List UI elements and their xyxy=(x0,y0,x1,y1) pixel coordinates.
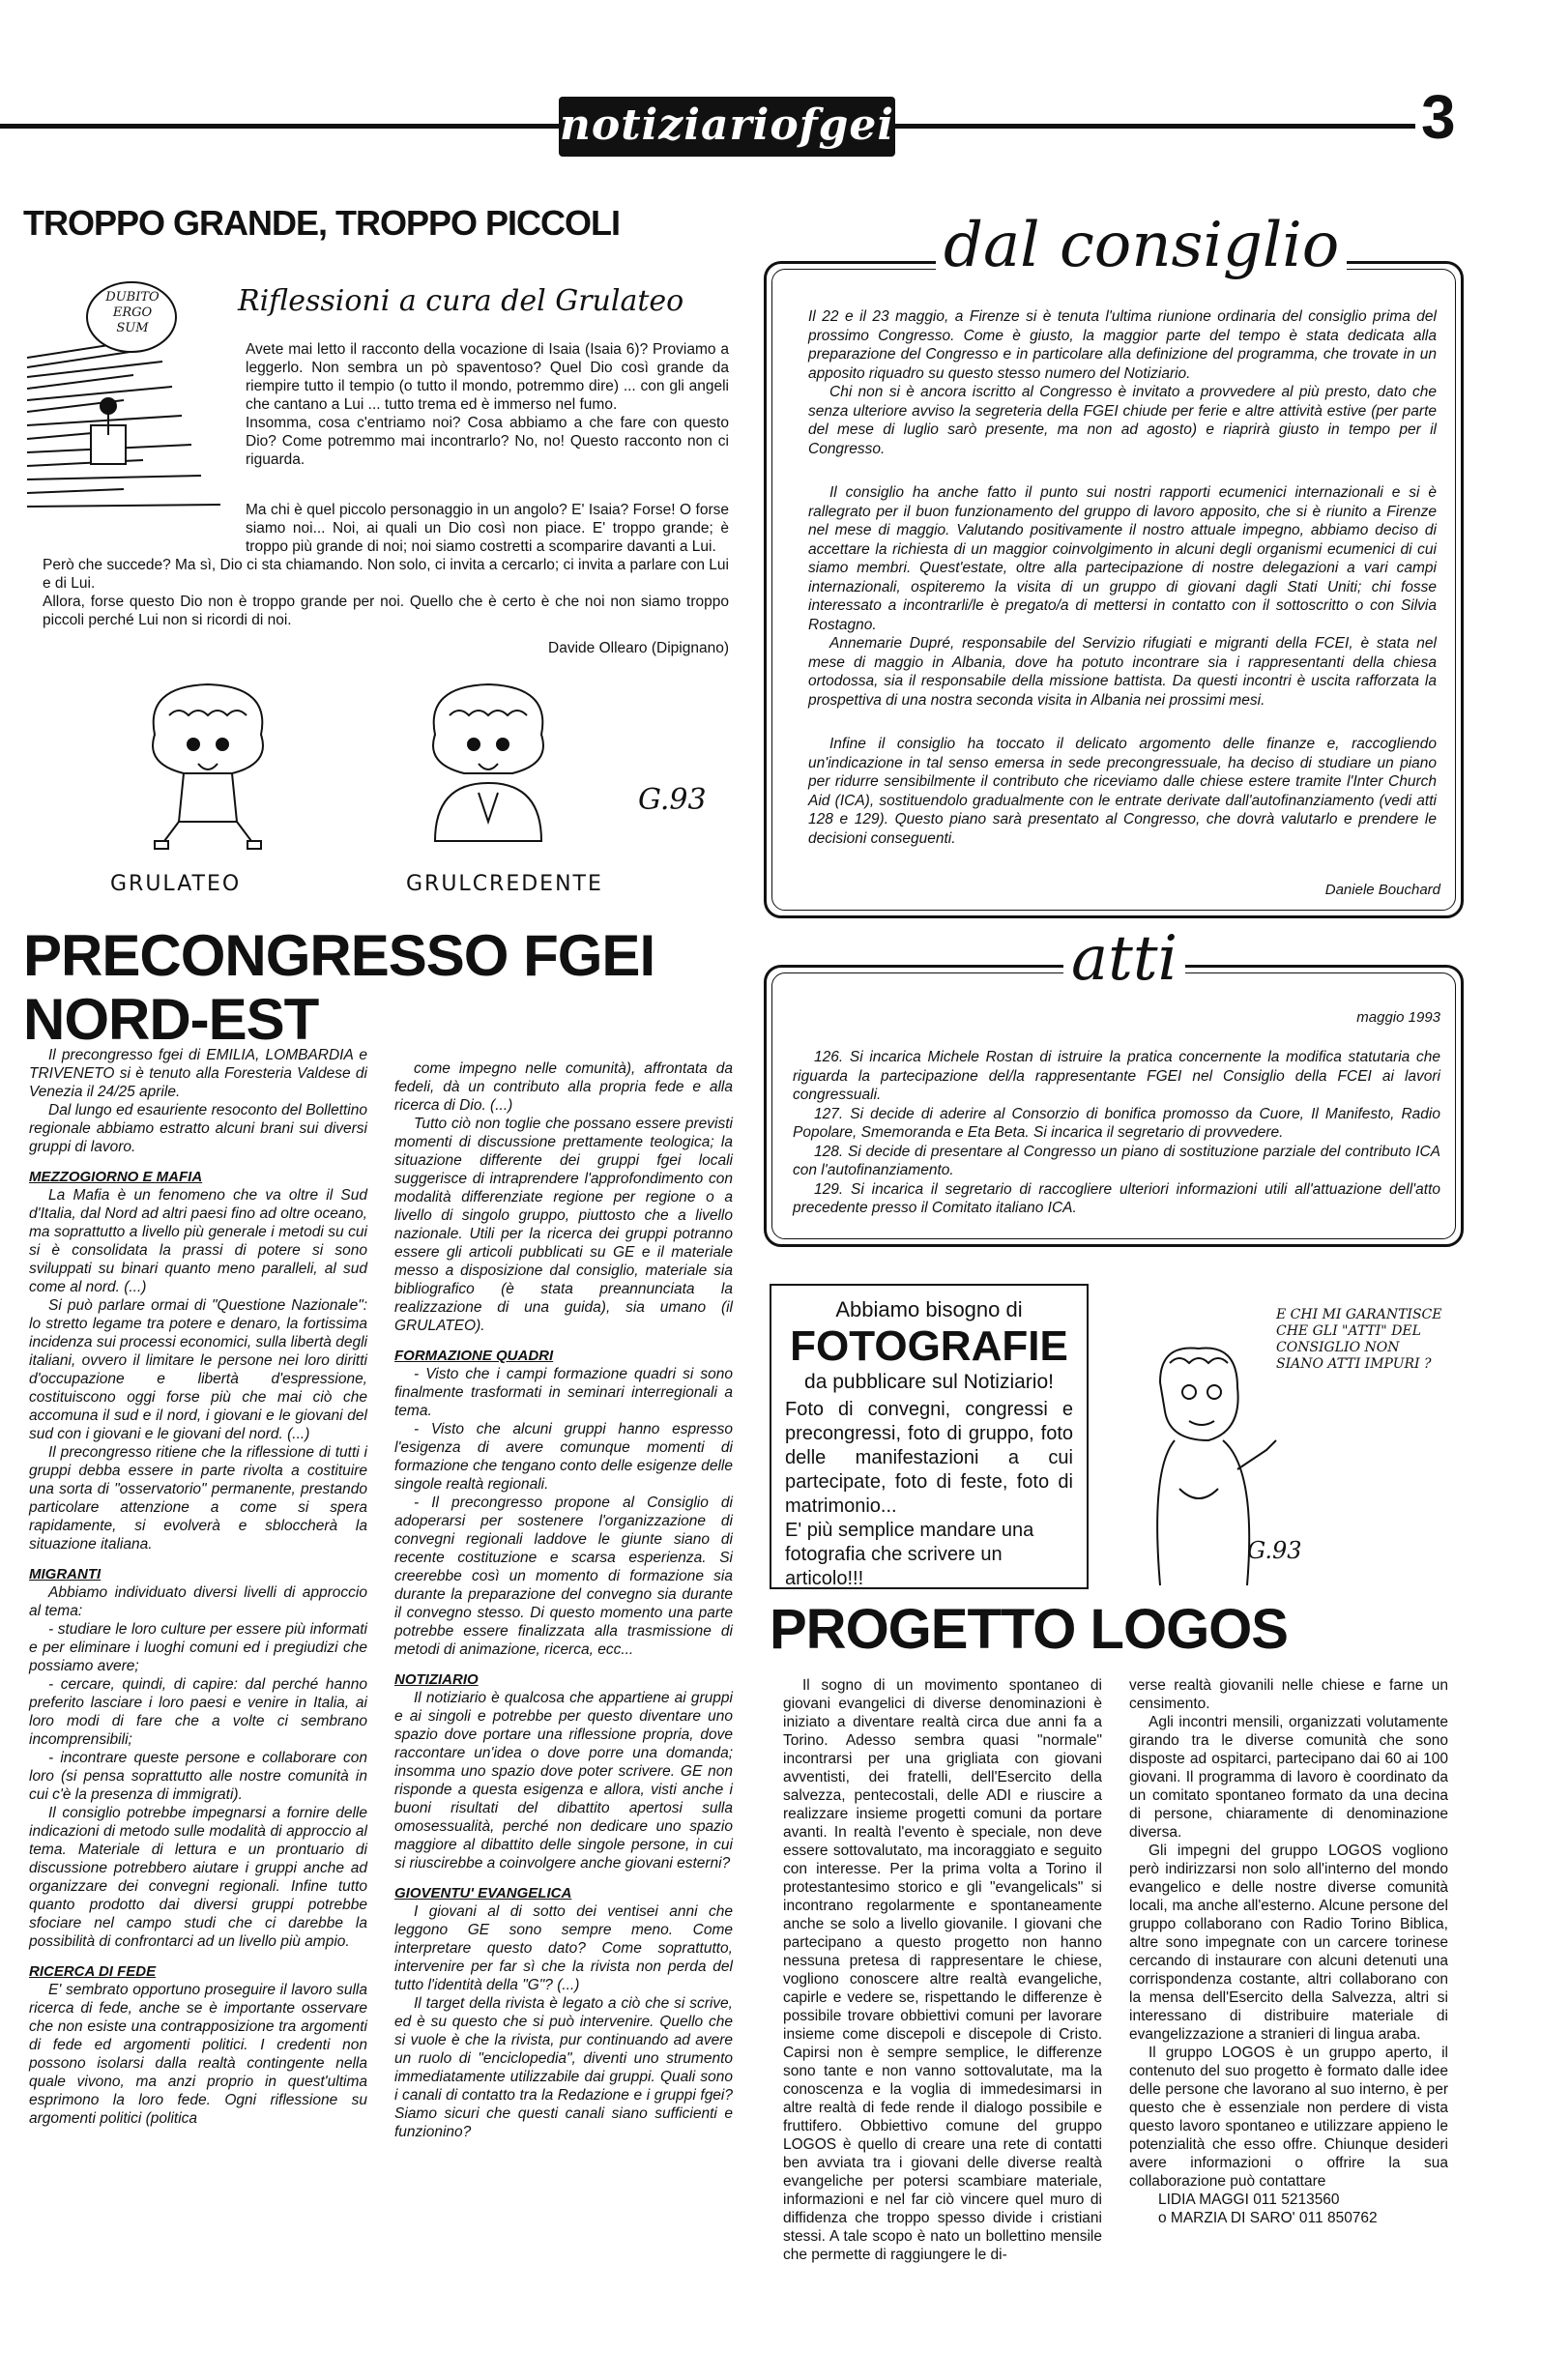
consiglio-paragraph: Il 22 e il 23 maggio, a Firenze si è tenuta l'ultima riunione ordinaria del consiglio prima del prossimo Congresso. Come è giusto, la maggior parte del tempo è stata dedicata alla preparazione del Congresso e in particolare alla definizione del programma, che trovate in un apposito riquadro su questo stesso numero del Notiziario. xyxy=(808,308,1437,382)
grulcredente-label: GRULCREDENTE xyxy=(406,872,603,896)
consiglio-title: dal consiglio xyxy=(936,215,1347,276)
precongresso-title-line2: NORD-EST xyxy=(23,987,319,1052)
section-heading: MIGRANTI xyxy=(29,1566,102,1582)
precongresso-paragraph: - Visto che alcuni gruppi hanno espresso l'esigenza di avere comunque momenti di formazione che tengano conto delle esigenze delle singole realtà regionali. xyxy=(394,1421,733,1493)
foto-line2: FOTOGRAFIE xyxy=(790,1322,1068,1370)
logos-paragraph: Agli incontri mensili, organizzati volutamente girando tra le diverse comunità che sono disposte ad ospitarci, partecipano dai 60 ai 100 giovani. Il programma di lavoro è coordinato da un comitato spontaneo formato da una decina di persone, chiaramente di denominazione diversa. xyxy=(1129,1714,1448,1841)
section-heading: NOTIZIARIO xyxy=(394,1671,479,1688)
precongresso-paragraph: Dal lungo ed esauriente resoconto del Bollettino regionale abbiamo estratto alcuni brani sui diversi gruppi di lavoro. xyxy=(29,1102,367,1155)
troppo-subtitle: Riflessioni a cura del Grulateo xyxy=(238,284,684,318)
precongresso-paragraph: come impegno nelle comunità), affrontata da fedeli, dà un contributo alla propria fede e alla ricerca di Dio. (...) xyxy=(394,1060,733,1114)
grulateo-label: GRULATEO xyxy=(110,872,242,896)
troppo-text-top xyxy=(246,340,729,469)
precongresso-paragraph: Il consiglio potrebbe impegnarsi a fornire delle indicazioni di metodo sulle modalità di approccio al tema. Materiale di lettura e un prontuario di discussione potrebbero aiutare i gruppi anche ad organizzare dei convegni regionali. Infine tutto quanto prodotto dai diversi gruppi potrebbe sfociare nel campo studi che ci darebbe la possibilità di confrontarci ad un livello più ampio. xyxy=(29,1805,367,1950)
logos-contact: o MARZIA DI SARO' 011 850762 xyxy=(1158,2210,1378,2226)
foto-line3: da pubblicare sul Notiziario! xyxy=(804,1371,1054,1393)
consiglio-paragraph: Chi non si è ancora iscritto al Congresso è invitato a provvedere al più presto, dato che senza ulteriore avviso la segreteria della FGEI chiude per ferie e altre attività estive (per parte del mese di luglio sarò presente, ma non ad agosto) e riaprirà giusto in tempo per il Congresso. xyxy=(808,384,1437,457)
atti-item: 126. Si incarica Michele Rostan di istruire la pratica concernente la modifica statutaria che riguarda la partecipazione del/la rappresentante FGEI nel Consiglio della FCEI ai lavori congressuali. xyxy=(793,1049,1440,1103)
masthead-title: notiziariofgei xyxy=(559,97,895,157)
precongresso-column-2 xyxy=(394,1059,733,2141)
cartoon-signature: G.93 xyxy=(638,783,707,817)
precongresso-paragraph: Abbiamo individuato diversi livelli di approccio al tema: xyxy=(29,1584,367,1619)
troppo-paragraph: Allora, forse questo Dio non è troppo grande per noi. Quello che è certo è che noi non siamo troppo piccoli perché Lui non si ricordi di noi. xyxy=(43,594,729,628)
logos-title: PROGETTO LOGOS xyxy=(770,1598,1288,1661)
precongresso-title-line1: PRECONGRESSO FGEI xyxy=(23,923,655,988)
atti-item: 129. Si incarica il segretario di raccogliere ulteriori informazioni utili all'attuazione dell'atto precedente presso il Comitato italiano ICA. xyxy=(793,1180,1440,1216)
precongresso-paragraph: - studiare le loro culture per essere più informati e per eliminare i luoghi comuni ed i pregiudizi che possiamo avere; xyxy=(29,1621,367,1674)
precongresso-paragraph: La Mafia è un fenomeno che va oltre il Sud d'Italia, dal Nord ad altri paesi fino ad oltre oceano, ma soprattutto a livello più generale i metodi su cui si è consolidata la prassi di potere si sono sviluppati su binari quanto meno paralleli, al sud come al nord. (...) xyxy=(29,1187,367,1295)
precongresso-paragraph: Il precongresso ritiene che la riflessione di tutti i gruppi debba essere in parte rivolta a costituire una sorta di "osservatorio" permanente, prestando particolare attenzione a come si spera rapidamente, si evolverà e sbloccherà la situazione italiana. xyxy=(29,1444,367,1553)
troppo-paragraph: Avete mai letto il racconto della vocazione di Isaia (Isaia 6)? Proviamo a leggerlo. Non sembra un pò spaventoso? Quel Dio così grande da riempire tutto il tempio (o tutto il mondo, potremmo dire) ... con gli angeli che cantano a Lui ... tutto trema ed è immerso nel fumo. xyxy=(246,341,729,413)
section-heading: GIOVENTU' EVANGELICA xyxy=(394,1885,572,1901)
precongresso-paragraph: Si può parlare ormai di "Questione Nazionale": lo stretto legame tra potere e denaro, la fortissima incidenza sui processi economici, sulla libertà degli italiani, ovvero il limitare le persone nei loro diritti d'occupazione e libertà d'espressione, costituiscono oggi forse più che mai ciò che accomuna il sud e il nord, i giovani e le giovani del sud con i giovani e le giovani del nord. (...) xyxy=(29,1297,367,1442)
precongresso-paragraph: Tutto ciò non toglie che possano essere previsti momenti di discussione prettamente teologica; la situazione differente dei gruppi fgei locali suggerisce di intraprendere l'approfondimento con modalità differenziate regione per regione o a livello di singolo gruppo, piuttosto che a livello nazionale. Utili per la ricerca dei gruppi potranno essere gli articoli pubblicati su GE e il materiale messo a disposizione dal consiglio, materiale sia bibliografico (è stata preannunciata la realizzazione di una guida), sia umano (il GRULATEO). xyxy=(394,1116,733,1334)
logos-paragraph: Gli impegni del gruppo LOGOS vogliono però indirizzarsi non solo all'interno del mondo evangelico e delle nostre diverse comunità locali, ma anche all'esterno. Alcune persone del gruppo collaborano con Radio Torino Biblica, altre sono impegnate con un carcere torinese cercando di instaurare con alcuni detenuti una corrispondenza costante, altri collaborano con la mensa dell'Esercito della Salvezza, altri si interessano di distribuire materiale di evangelizzazione a stranieri di lingua araba. xyxy=(1129,1843,1448,2043)
foto-body: Foto di convegni, congressi e precongressi, foto di gruppo, foto delle manifestazioni a cui partecipate, foto di feste, foto di matrimonio... xyxy=(785,1399,1073,1517)
thought-bubble-text: DUBITO ERGO SUM xyxy=(105,290,160,335)
atti-cartoon-signature: G.93 xyxy=(1247,1537,1302,1564)
logos-contact: LIDIA MAGGI 011 5213560 xyxy=(1158,2191,1340,2208)
logos-column-2 xyxy=(1129,1676,1448,2227)
atti-text xyxy=(793,1048,1440,1218)
precongresso-column-1 xyxy=(29,1046,367,2128)
precongresso-paragraph: - Il precongresso propone al Consiglio di adoperarsi per sostenere l'organizzazione di convegni regionali laddove le giunte siano di recente costituzione e scarsa esperienza. Si creerebbe così un momento di formazione sia durante la preparazione del convegno sia durante il convegno stesso. Di questo momento una parte potrebbe essere finalizzata alla trasmissione di metodi di animazione, ricerca, ecc... xyxy=(394,1495,733,1658)
precongresso-title xyxy=(23,924,654,1052)
section-heading: RICERCA DI FEDE xyxy=(29,1963,157,1980)
atti-cartoon-caption: E CHI MI GARANTISCE CHE GLI "ATTI" DEL CONSIGLIO NON SIANO ATTI IMPURI ? xyxy=(1276,1307,1442,1372)
precongresso-paragraph: - incontrare queste persone e collaborare con loro (si pensa soprattutto alle nostre comunità in cui c'è la presenza di immigrati). xyxy=(29,1750,367,1803)
foto-body2: E' più semplice mandare una fotografia che scrivere un articolo!!! xyxy=(785,1520,1034,1589)
consiglio-author: Daniele Bouchard xyxy=(1324,882,1440,898)
grulcredente-cartoon xyxy=(406,677,570,851)
logos-paragraph: Il gruppo LOGOS è un gruppo aperto, il contenuto del suo progetto è formato dalle idee delle persone che lavorano al suo interno, è per questo che è essenziale non perdere di vista questo lavoro spontaneo e utilizzare appieno le potenzialità che esso offre. Chiunque desideri avere informazioni o offrire la sua collaborazione può contattare xyxy=(1129,2045,1448,2190)
troppo-text-bottom xyxy=(43,501,729,657)
consiglio-paragraph: Il consiglio ha anche fatto il punto sui nostri rapporti ecumenici internazionali e si è rallegrato per il buon funzionamento del gruppo di lavoro apposito, che si è riunito a Firenze nel mese di maggio. Valutando positivamente il nostro attuale impegno, abbiamo deciso di accettare la richiesta di un maggior coinvolgimento in alcuni degli organismi ecumenici di cui siamo membri. Quest'estate, oltre alla partecipazione di nostre delegazioni a vari campi internazionali, ospiteremo la visita di un gruppo di giovani dagli Stati Uniti; chi fosse interessato a incontrarli/le è pregato/a di mettersi in contatto con il sottoscritto o con Silvia Rostagno. xyxy=(808,484,1437,633)
foto-line1: Abbiamo bisogno di xyxy=(835,1297,1023,1321)
precongresso-paragraph: Il target della rivista è legato a ciò che si scrive, ed è su questo che si può intervenire. Quello che si vuole è che la rivista, pur continuando ad avere un ruolo di "enciclopedia", diventi uno strumento immediatamente utilizzabile dai gruppi. Quali sono i canali di contatto tra la Redazione e i gruppi fgei? Siamo sicuri che questi canali siano sufficienti e funzionino? xyxy=(394,1995,733,2140)
troppo-paragraph: Ma chi è quel piccolo personaggio in un angolo? E' Isaia? Forse! O forse siamo noi... Noi, ai quali un Dio così non piace. E' troppo grande; è troppo più grande di noi; noi siamo costretti a scomparire davanti a Lui. xyxy=(246,502,729,555)
atti-item: 127. Si decide di aderire al Consorzio di bonifica promosso da Cuore, Il Manifesto, Radio Popolare, Smemoranda e Eta Beta. Si incarica il segretario di provvedere. xyxy=(793,1105,1440,1141)
section-heading: MEZZOGIORNO E MAFIA xyxy=(29,1169,203,1185)
troppo-author: Davide Ollearo (Dipignano) xyxy=(548,640,729,656)
precongresso-paragraph: Il precongresso fgei di EMILIA, LOMBARDIA e TRIVENETO si è tenuto alla Foresteria Valdese di Venezia il 24/25 aprile. xyxy=(29,1047,367,1100)
masthead-rule-left xyxy=(0,124,561,129)
logos-column-1 xyxy=(783,1676,1102,2264)
grulateo-cartoon xyxy=(126,677,290,851)
consiglio-paragraph: Annemarie Dupré, responsabile del Servizio rifugiati e migranti della FCEI, è stata nel mese di maggio in Albania, dove ha potuto incontrare sia i rappresentanti della chiesa ortodossa, sia il responsabile della missione battista. Da questi incontri è uscita rafforzata la prospettiva di una nostra seconda visita in Albania nei prossimi mesi. xyxy=(808,635,1437,709)
consiglio-paragraph: Infine il consiglio ha toccato il delicato argomento delle finanze e, raccogliendo un'indicazione in tal senso emersa in sede precongressuale, ha deciso di studiare un piano per ridurre sensibilmente il contributo che riceviamo dalle chiese estere tramite l'Inter Church Aid (ICA), sostituendolo gradualmente con le entrate derivate dall'autofinanziamento (vedi atti 128 e 129). Questo piano sarà presentato al Congresso, che dovrà valutarlo e prendere le decisioni conseguenti. xyxy=(808,736,1437,847)
page-number: 3 xyxy=(1421,82,1456,152)
atti-item: 128. Si decide di presentare al Congresso un piano di sostituzione parziale del contributo ICA con l'autofinanziamento. xyxy=(793,1143,1440,1178)
logos-paragraph: Il sogno di un movimento spontaneo di giovani evangelici di diverse denominazioni è iniziato a diventare realtà circa due anni fa a Torino. Adesso sembra quasi "normale" incontrarsi per una grigliata con giovani avventisti, dei fratelli, dell'Esercito della salvezza, pentecostali, delle ADI e riuscire a realizzare insieme progetti comuni da portare avanti. In realtà l'evento è speciale, non deve essere sottovalutato, ma incoraggiato e seguito con interesse. Per la prima volta a Torino il protestantesimo storico e gli "evangelicals" si incontrano regolarmente e spontaneamente anche se solo a livello giovanile. I giovani che partecipano a questo progetto non hanno nessuna pretesa di rappresentare le chiese, vogliono conoscere altre realtà evangeliche, capirle e vedere se, rispettando le differenze è possibile trovare obbiettivi comuni per lavorare insieme come discepoli e discepole di Cristo. Capirsi non è sempre semplice, le differenze sono tante e non vanno sottovalutate, ma la conoscenza e la voglia di immedesimarsi in altre realtà di fede rende il dialogo possibile e fruttifero. Obbiettivo comune del gruppo LOGOS è quello di creare una rete di contatti ben avviata tra i giovani delle diverse realtà evangeliche per potersi scambiare materiale, informazioni e nel far ciò vincere quel muro di diffidenza che troppo spesso divide i cristiani stessi. A tale scopo è nato un bollettino mensile che permette di raggiungere le di- xyxy=(783,1677,1102,2263)
precongresso-paragraph: I giovani al di sotto dei ventisei anni che leggono GE sono sempre meno. Come interpretare questo dato? Come soprattutto, intervenire per far sì che la rivista non perda del tutto l'identità della "G"? (...) xyxy=(394,1903,733,1993)
precongresso-paragraph: E' sembrato opportuno proseguire il lavoro sulla ricerca di fede, anche se è importante osservare che non esiste una contrapposizione tra argomenti di fede ed argomenti politici. I credenti non possono isolarsi dalla realtà contingente nella quale vivono, ma anzi proprio in quest'ultima esprimono la loro fede. Ogni riflessione su argomenti politici (politica xyxy=(29,1982,367,2127)
atti-title: atti xyxy=(1063,928,1185,990)
troppo-paragraph: Però che succede? Ma sì, Dio ci sta chiamando. Non solo, ci invita a cercarlo; ci invita a parlare con Lui e di Lui. xyxy=(43,557,729,592)
section-heading: FORMAZIONE QUADRI xyxy=(394,1348,554,1364)
troppo-paragraph: Insomma, cosa c'entriamo noi? Cosa abbiamo a che fare con questo Dio? Come potremmo mai incontrarlo? No, no! Questo racconto non ci riguarda. xyxy=(246,415,729,468)
logos-paragraph: verse realtà giovanili nelle chiese e farne un censimento. xyxy=(1129,1677,1448,1712)
precongresso-paragraph: Il notiziario è qualcosa che appartiene ai gruppi e ai singoli e potrebbe per questo diventare uno spazio dove portare una riflessione propria, dove raccontare un'idea o dove porre una domanda; insomma uno spazio dove poter scrivere. GE non risponde a questa esigenza e allora, visti anche i buoni risultati del dibattito apertosi sulla omosessualità, perché non dedicare uno spazio maggiore al dibattito delle singole persone, in cui si riuscirebbe a coinvolgere anche giovani esterni? xyxy=(394,1690,733,1872)
masthead-rule-right xyxy=(893,124,1415,129)
troppo-title: TROPPO GRANDE, TROPPO PICCOLI xyxy=(23,203,621,243)
precongresso-paragraph: - cercare, quindi, di capire: dal perché hanno preferito lasciare i loro paesi e venire in Italia, ai loro modi di fare che a volte ci sembrano incomprensibili; xyxy=(29,1676,367,1748)
precongresso-paragraph: - Visto che i campi formazione quadri si sono finalmente trasformati in seminari interregionali a tema. xyxy=(394,1366,733,1419)
atti-date: maggio 1993 xyxy=(1356,1009,1440,1026)
consiglio-text xyxy=(808,307,1437,857)
fotografie-box xyxy=(770,1284,1089,1589)
